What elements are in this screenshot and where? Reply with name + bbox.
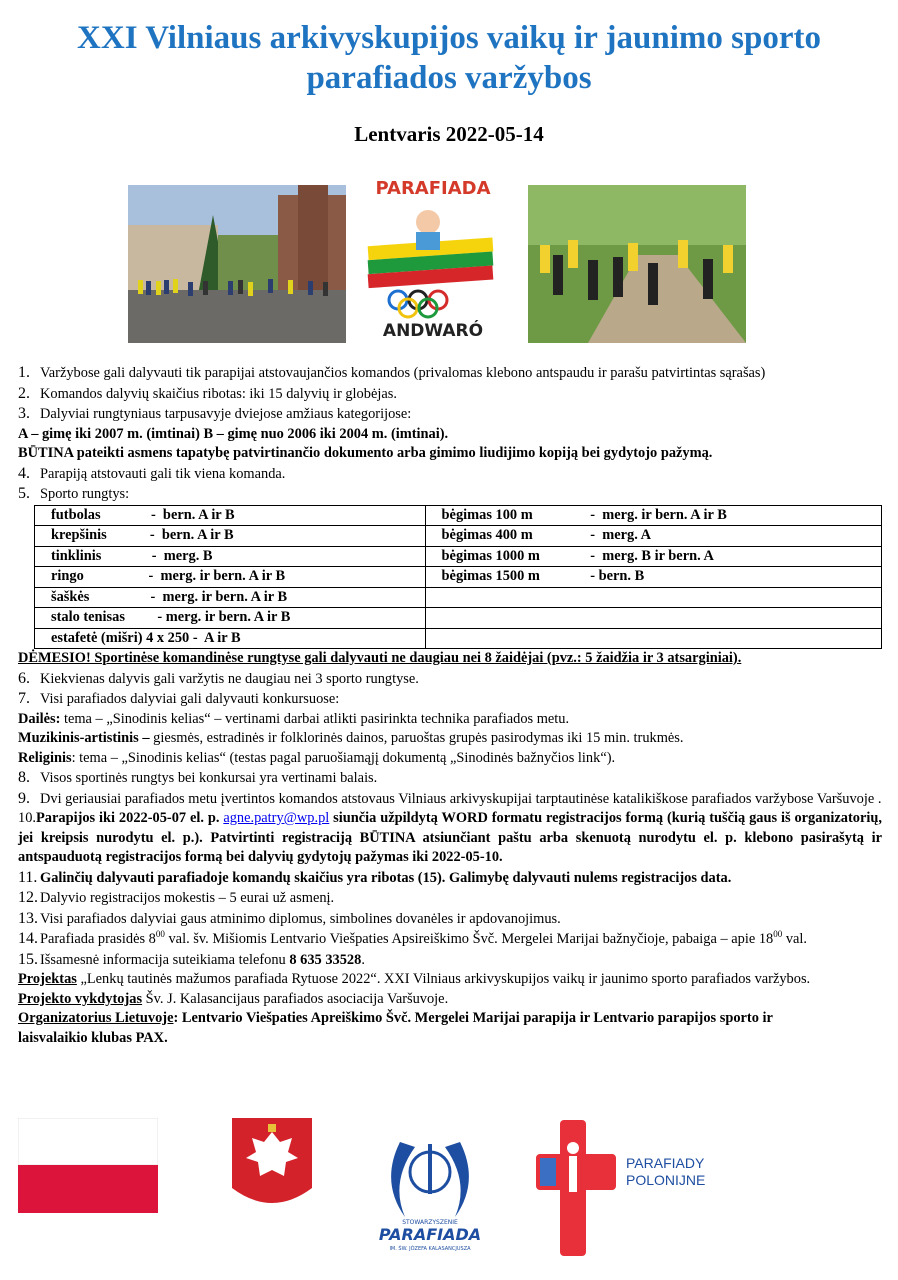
rule-13: 13. Visi parafiados dalyviai gaus atminimo diplomus, simbolines dovanėles ir apdovanojimus. bbox=[18, 909, 561, 927]
svg-text:PARAFIADA: PARAFIADA bbox=[375, 178, 491, 199]
rule-1: 1. Varžybose gali dalyvauti tik parapijai atstovaujančios komandos (privalomas klebono antspaudu ir parašu patvirtintas sąrašas) bbox=[18, 364, 766, 381]
project-executor: Projekto vykdytojas Šv. J. Kalasancijaus parafiados asociacija Varšuvoje. bbox=[18, 990, 449, 1007]
rule-12: 12. Dalyvio registracijos mokestis – 5 eurai už asmenį. bbox=[18, 889, 335, 906]
polish-eagle-emblem bbox=[232, 1118, 312, 1217]
attention-note: DĖMESIO! Sportinėse komandinėse rungtyse gali dalyvauti ne daugiau nei 8 žaidėjai (pvz.: 5 žaidžia ir 3 atsarginiai). bbox=[18, 650, 742, 666]
svg-text:POLONIJNE: POLONIJNE bbox=[626, 1172, 706, 1188]
rule-15: 15. Išsamesnė informacija suteikiama telefonu 8 635 33528. bbox=[18, 950, 365, 968]
rule-4: 4. Parapiją atstovauti gali tik viena komanda. bbox=[18, 464, 286, 482]
table-row: šaškės - merg. ir bern. A ir B bbox=[35, 587, 882, 608]
table-row: futbolas - bern. A ir B bėgimas 100 m - merg. ir bern. A ir B bbox=[35, 505, 882, 526]
sports-table bbox=[34, 505, 882, 650]
table-row: stalo tenisas - merg. ir bern. A ir B bbox=[35, 608, 882, 629]
table-row: tinklinis - merg. B bėgimas 1000 m - merg. B ir bern. A bbox=[35, 546, 882, 567]
parafiada-association-logo bbox=[360, 1122, 500, 1267]
phone-number: 8 635 33528 bbox=[289, 951, 362, 968]
project-info: Projektas „Lenkų tautinės mažumos parafiada Rytuose 2022“. XXI Vilniaus arkivyskupijos vaikų ir jaunimo sporto parafiados varžybos. bbox=[18, 971, 811, 987]
rule-10: 10.Parapijos iki 2022-05-07 el. p. agne.patry@wp.pl siunčia užpildytą WORD formatu registracijos formą (kurią tuščią gaus iš organizatorių, jei kreipsis nurodytu el. p.). Patvirtinti registraciją BŪTINA atsiunčiant paštu arba skenuotą nurodytu el. p. klebono pasirašytą ir antspauduotą registracijos formą bei dalyvių gydytojų pažymas iki 2022-05-10. bbox=[18, 810, 882, 865]
table-row: krepšinis - bern. A ir B bėgimas 400 m - merg. A bbox=[35, 526, 882, 547]
polish-flag bbox=[18, 1118, 158, 1218]
photo-church-crowd bbox=[128, 185, 346, 343]
contest-art: Dailės: tema – „Sinodinis kelias“ – vertinami darbai atlikti pasirinkta technika parafiados metu. bbox=[18, 710, 570, 727]
svg-text:PARAFIADA: PARAFIADA bbox=[378, 1225, 482, 1244]
age-categories: A – gimę iki 2007 m. (imtinai) B – gimę nuo 2006 iki 2004 m. (imtinai). bbox=[18, 425, 449, 442]
event-date-location: Lentvaris 2022-05-14 bbox=[354, 122, 544, 146]
required-documents: BŪTINA pateikti asmens tapatybę patvirtinančio dokumento arba gimimo liudijimo kopiją bei gydytojo pažymą. bbox=[18, 445, 713, 461]
rule-11: 11. Galinčių dalyvauti parafiadoje komandų skaičius yra ribotas (15). Galimybę dalyvauti nulems registracijos data. bbox=[18, 868, 732, 886]
table-row: estafetė (mišri) 4 x 250 - A ir B bbox=[35, 628, 882, 649]
svg-text:PARAFIADY: PARAFIADY bbox=[626, 1155, 705, 1171]
contest-music: Muzikinis-artistinis – giesmės, estradinės ir folklorinės dainos, paruoštas grupės pasirodymas iki 15 min. trukmės. bbox=[18, 730, 684, 746]
parafiady-polonijne-logo bbox=[536, 1118, 706, 1263]
registration-email-link[interactable]: agne.patry@wp.pl bbox=[223, 810, 330, 826]
svg-text:IM. ŚW. JÓZEFA KALASANCJUSZA: IM. ŚW. JÓZEFA KALASANCJUSZA bbox=[389, 1246, 471, 1252]
rule-7: 7. Visi parafiados dalyviai gali dalyvauti konkursuose: bbox=[18, 690, 340, 707]
table-row: ringo - merg. ir bern. A ir B bėgimas 1500 m - bern. B bbox=[35, 567, 882, 588]
parafiada-andwaro-logo bbox=[358, 172, 508, 342]
page-title: XXI Vilniaus arkivyskupijos vaikų ir jaunimo sporto parafiados varžybos bbox=[77, 20, 821, 96]
rules-content bbox=[18, 363, 882, 1048]
rule-2: 2. Komandos dalyvių skaičius ribotas: iki 15 dalyvių ir globėjas. bbox=[18, 384, 397, 402]
rule-9: 9. Dvi geriausiai parafiados metu įvertintos komandos atstovaus Vilniaus arkivyskupijai tarptautinėse katalikiškose parafiados varžybose Varšuvoje . bbox=[18, 789, 882, 807]
rule-3: 3. Dalyviai rungtyniaus tarpusavyje dviejose amžiaus kategorijose: bbox=[18, 405, 412, 422]
svg-text:STOWARZYSZENIE: STOWARZYSZENIE bbox=[402, 1219, 458, 1226]
rule-8: 8. Visos sportinės rungtys bei konkursai yra vertinami balais. bbox=[18, 769, 378, 786]
rule-5: 5. Sporto rungtys: bbox=[18, 485, 130, 502]
contest-religion: Religinis: tema – „Sinodinis kelias“ (testas pagal paruošiamąjį dokumentą „Sinodinės bažnyčios link“). bbox=[18, 749, 616, 766]
organizer-info: Organizatorius Lietuvoje: Lentvario Viešpaties Apreiškimo Švč. Mergelei Marijai parapija ir Lentvario parapijos sporto ir laisvalaikio klubas PAX. bbox=[18, 1010, 773, 1046]
photo-running-kids bbox=[528, 185, 746, 343]
rule-6: 6. Kiekvienas dalyvis gali varžytis ne daugiau nei 3 sporto rungtyse. bbox=[18, 669, 419, 687]
rule-14: 14. Parafiada prasidės $8^{00}$ val. šv. Mišiomis Lentvario Viešpaties Apsireiškimo Švč. Mergelei Marijai bažnyčioje, pabaiga – apie $18^{00}$ val. bbox=[18, 929, 808, 947]
svg-text:ANDWARÓ: ANDWARÓ bbox=[382, 321, 484, 341]
